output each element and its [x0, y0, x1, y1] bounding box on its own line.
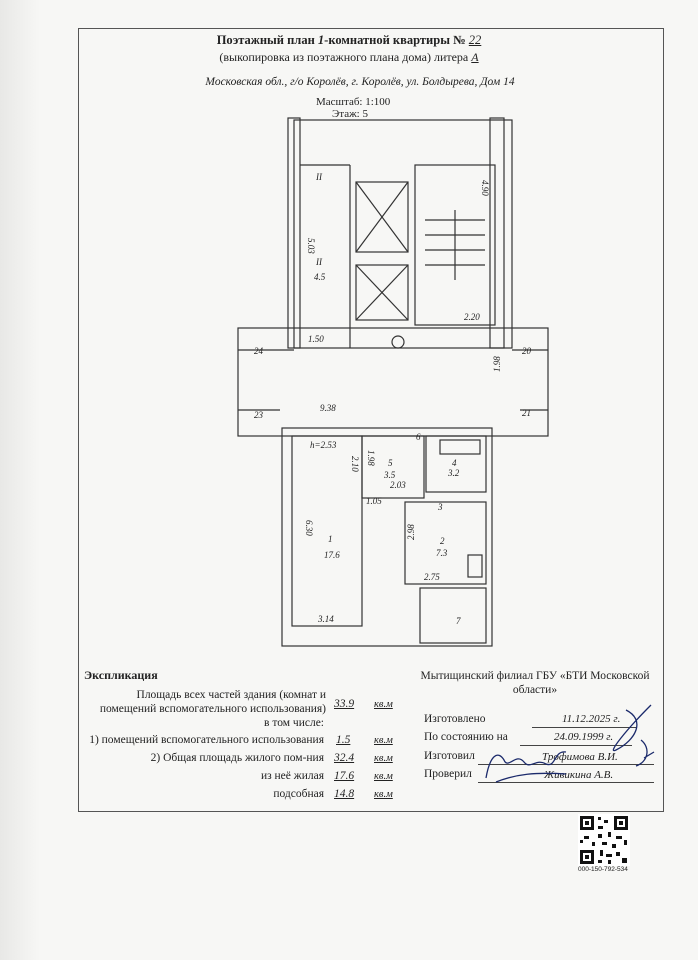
- address: Московская обл., г/о Королёв, г. Королёв, ул. Болдырева, Дом 14: [205, 76, 515, 88]
- floor-number: Этаж: 5: [332, 108, 368, 120]
- explication-row: из неё жилая: [260, 770, 324, 782]
- made-date: 11.12.2025 г.: [562, 713, 621, 725]
- area-unit: кв.м: [374, 699, 393, 710]
- maker-label: Изготовил: [424, 750, 475, 762]
- area-unit: кв.м: [374, 735, 393, 746]
- room-area: 3.5: [384, 470, 396, 480]
- explication-row: 2) Общая площадь жилого пом-ния: [150, 752, 324, 764]
- qr-code: [578, 814, 630, 866]
- explication-heading: Экспликация: [84, 668, 158, 682]
- area-unit: кв.м: [374, 771, 393, 782]
- handwritten-signatures: [476, 700, 666, 790]
- dimension: 2.98: [406, 524, 416, 540]
- dimension: 1.05: [366, 496, 382, 506]
- made-label: Изготовлено: [424, 713, 486, 725]
- auxiliary-area-value: 1.5: [336, 734, 351, 746]
- apartment-wall: [282, 428, 492, 646]
- dimension: 1.98: [492, 356, 502, 372]
- wall-mark: 21: [522, 408, 531, 418]
- dimension: 3.14: [318, 614, 334, 624]
- room-area: 17.6: [324, 550, 340, 560]
- room-number: 7: [456, 616, 461, 626]
- document-code: 000-150-792-534: [578, 866, 628, 873]
- room-2: [405, 502, 486, 584]
- living-area-value: 17.6: [334, 770, 355, 782]
- plan-subtitle: (выкопировка из поэтажного плана дома) литера А: [219, 50, 479, 64]
- total-area-value: 33.9: [334, 698, 355, 710]
- dimension: 1.98: [366, 450, 376, 466]
- room-area: 7.3: [436, 548, 448, 558]
- room-number: II: [316, 257, 322, 267]
- room-number: 4: [452, 458, 457, 468]
- state-date: 24.09.1999 г.: [554, 731, 614, 743]
- dimension: 2.20: [464, 312, 480, 322]
- plan-title: Поэтажный план 1-комнатной квартиры № 22: [216, 33, 482, 47]
- dimension: 9.38: [320, 403, 336, 413]
- wall-mark: 24: [254, 346, 263, 356]
- utility-area-value: 14.8: [334, 788, 355, 800]
- explication-row: подсобная: [273, 788, 324, 800]
- dimension: 4.90: [480, 180, 490, 196]
- maker-name: Трофимова В.И.: [542, 751, 618, 763]
- dimension: 2.10: [350, 456, 360, 472]
- wall-mark: 23: [254, 410, 263, 420]
- room-7: [420, 588, 486, 643]
- checker-label: Проверил: [424, 768, 472, 780]
- checker-name: Живикина А.В.: [544, 769, 614, 781]
- explication-row: 1) помещений вспомогательного использования: [89, 734, 324, 746]
- room-number: 5: [388, 458, 393, 468]
- room-number: 1: [328, 534, 333, 544]
- page-edge-shadow: [0, 0, 40, 960]
- room-number: 2: [440, 536, 445, 546]
- dimension: 2.75: [424, 572, 440, 582]
- dimension: 1.50: [308, 334, 324, 344]
- living-total-value: 32.4: [334, 752, 355, 764]
- room-area: 4.5: [314, 272, 326, 282]
- explication-row: в том числе:: [264, 717, 324, 729]
- area-unit: кв.м: [374, 753, 393, 764]
- room-number: II: [316, 172, 322, 182]
- floor-plan: [230, 110, 570, 650]
- wall-mark: 20: [522, 346, 531, 356]
- state-label: По состоянию на: [424, 731, 508, 743]
- bti-organization: Мытищинский филиал ГБУ «БТИ Московской области»: [420, 670, 650, 696]
- room-number: 6: [416, 432, 421, 442]
- dimension: 6.30: [304, 520, 314, 536]
- area-unit: кв.м: [374, 789, 393, 800]
- dimension: 5.03: [306, 238, 316, 254]
- room-number: 3: [438, 502, 443, 512]
- ceiling-height: h=2.53: [310, 440, 337, 450]
- dimension: 2.03: [390, 480, 406, 490]
- room-area: 3.2: [448, 468, 460, 478]
- apartment-number: 22: [468, 33, 482, 47]
- explication-row: Площадь всех частей здания (комнат и помещений вспомогательного использования): [99, 689, 326, 715]
- scale: Масштаб: 1:100: [316, 96, 391, 108]
